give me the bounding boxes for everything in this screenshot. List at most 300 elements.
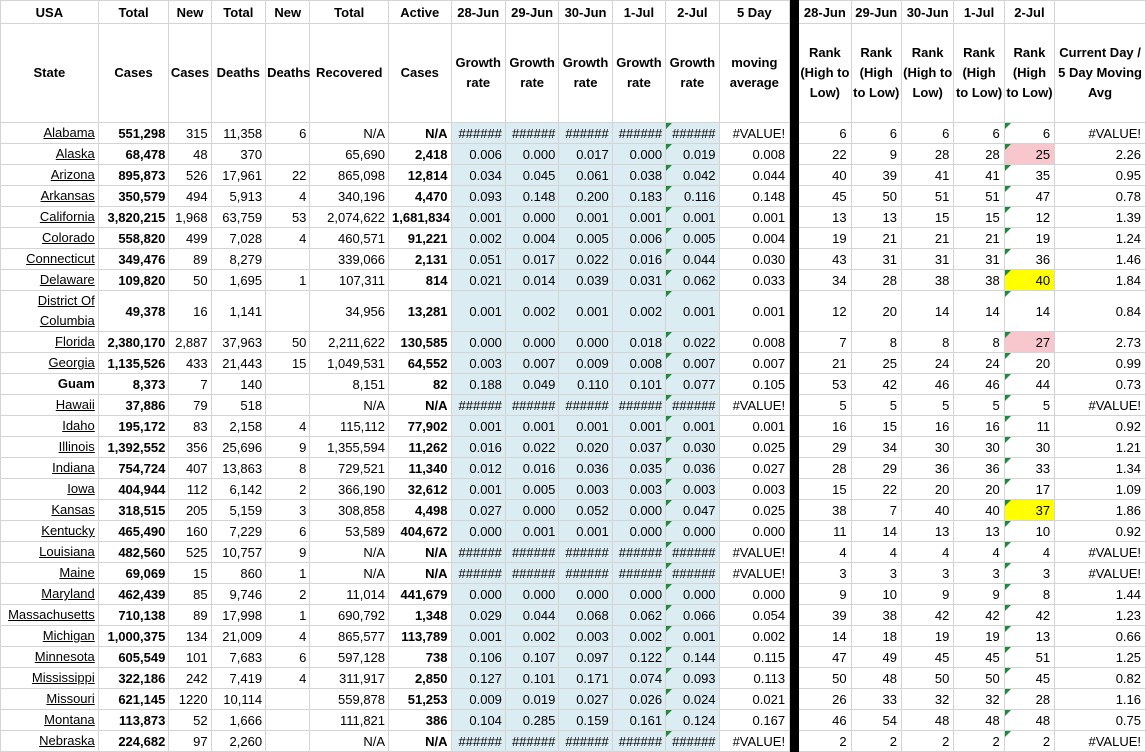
- cell-rank-28jun[interactable]: 7: [799, 332, 851, 353]
- cell-new-cases[interactable]: 15: [169, 563, 211, 584]
- cell-rank-1jul[interactable]: 48: [954, 710, 1004, 731]
- cell-rank-2jul[interactable]: 48: [1004, 710, 1054, 731]
- cell-rank-29jun[interactable]: 34: [851, 437, 901, 458]
- cell-rank-30jun[interactable]: 5: [901, 395, 953, 416]
- cell-growth-1jul[interactable]: 0.003: [612, 479, 665, 500]
- cell-current-vs-avg[interactable]: 1.23: [1055, 605, 1146, 626]
- cell-growth-30jun[interactable]: 0.061: [559, 165, 612, 186]
- cell-growth-28jun[interactable]: 0.001: [451, 626, 505, 647]
- cell-rank-29jun[interactable]: 2: [851, 731, 901, 752]
- state-link[interactable]: Arizona: [1, 165, 99, 186]
- cell-rank-29jun[interactable]: 42: [851, 374, 901, 395]
- cell-rank-2jul[interactable]: 19: [1004, 228, 1054, 249]
- cell-growth-30jun[interactable]: ######: [559, 123, 612, 144]
- cell-growth-28jun[interactable]: 0.001: [451, 479, 505, 500]
- cell-new-deaths[interactable]: 1: [266, 605, 310, 626]
- cell-growth-29jun[interactable]: 0.000: [505, 584, 558, 605]
- cell-growth-2jul[interactable]: ######: [666, 395, 719, 416]
- cell-new-deaths[interactable]: 4: [266, 416, 310, 437]
- cell-rank-2jul[interactable]: 51: [1004, 647, 1054, 668]
- cell-growth-30jun[interactable]: 0.022: [559, 249, 612, 270]
- cell-current-vs-avg[interactable]: 0.75: [1055, 710, 1146, 731]
- cell-growth-28jun[interactable]: ######: [451, 395, 505, 416]
- cell-rank-28jun[interactable]: 9: [799, 584, 851, 605]
- cell-current-vs-avg[interactable]: #VALUE!: [1055, 395, 1146, 416]
- cell-moving-average[interactable]: 0.001: [719, 416, 790, 437]
- state-link[interactable]: Nebraska: [1, 731, 99, 752]
- cell-growth-30jun[interactable]: 0.001: [559, 416, 612, 437]
- cell-rank-2jul[interactable]: 4: [1004, 542, 1054, 563]
- cell-rank-2jul[interactable]: 3: [1004, 563, 1054, 584]
- cell-growth-1jul[interactable]: 0.001: [612, 207, 665, 228]
- cell-total-recovered[interactable]: 460,571: [310, 228, 389, 249]
- cell-total-recovered[interactable]: 34,956: [310, 291, 389, 332]
- state-link[interactable]: Missouri: [1, 689, 99, 710]
- cell-new-cases[interactable]: 160: [169, 521, 211, 542]
- cell-new-deaths[interactable]: [266, 689, 310, 710]
- header-growth-2jul[interactable]: 2-Jul: [666, 1, 719, 24]
- cell-growth-1jul[interactable]: ######: [612, 123, 665, 144]
- cell-rank-30jun[interactable]: 19: [901, 626, 953, 647]
- cell-rank-2jul[interactable]: 30: [1004, 437, 1054, 458]
- cell-rank-1jul[interactable]: 4: [954, 542, 1004, 563]
- cell-growth-30jun[interactable]: 0.097: [559, 647, 612, 668]
- cell-rank-2jul[interactable]: 40: [1004, 270, 1054, 291]
- cell-growth-1jul[interactable]: 0.062: [612, 605, 665, 626]
- cell-growth-30jun[interactable]: 0.003: [559, 626, 612, 647]
- cell-total-cases[interactable]: 3,820,215: [98, 207, 169, 228]
- state-link[interactable]: Hawaii: [1, 395, 99, 416]
- cell-current-vs-avg[interactable]: #VALUE!: [1055, 542, 1146, 563]
- cell-growth-29jun[interactable]: 0.000: [505, 207, 558, 228]
- cell-total-recovered[interactable]: N/A: [310, 731, 389, 752]
- cell-rank-1jul[interactable]: 20: [954, 479, 1004, 500]
- cell-active-cases[interactable]: N/A: [389, 123, 451, 144]
- cell-current-vs-avg[interactable]: 0.73: [1055, 374, 1146, 395]
- cell-new-cases[interactable]: 433: [169, 353, 211, 374]
- cell-growth-28jun[interactable]: 0.106: [451, 647, 505, 668]
- state-link[interactable]: Mississippi: [1, 668, 99, 689]
- cell-total-cases[interactable]: 224,682: [98, 731, 169, 752]
- cell-rank-30jun[interactable]: 42: [901, 605, 953, 626]
- cell-new-deaths[interactable]: 8: [266, 458, 310, 479]
- cell-rank-29jun[interactable]: 14: [851, 521, 901, 542]
- cell-current-vs-avg[interactable]: 1.84: [1055, 270, 1146, 291]
- cell-total-deaths[interactable]: 21,009: [211, 626, 265, 647]
- header-active-cases[interactable]: Cases: [389, 24, 451, 123]
- cell-growth-30jun[interactable]: ######: [559, 542, 612, 563]
- cell-rank-29jun[interactable]: 13: [851, 207, 901, 228]
- cell-total-cases[interactable]: 558,820: [98, 228, 169, 249]
- cell-total-recovered[interactable]: 11,014: [310, 584, 389, 605]
- cell-total-recovered[interactable]: 53,589: [310, 521, 389, 542]
- cell-growth-1jul[interactable]: 0.000: [612, 521, 665, 542]
- header-total-recovered[interactable]: Recovered: [310, 24, 389, 123]
- cell-growth-28jun[interactable]: 0.001: [451, 207, 505, 228]
- cell-total-recovered[interactable]: 2,074,622: [310, 207, 389, 228]
- cell-new-cases[interactable]: 101: [169, 647, 211, 668]
- cell-total-cases[interactable]: 710,138: [98, 605, 169, 626]
- cell-growth-1jul[interactable]: 0.006: [612, 228, 665, 249]
- cell-rank-29jun[interactable]: 38: [851, 605, 901, 626]
- cell-rank-2jul[interactable]: 27: [1004, 332, 1054, 353]
- cell-moving-average[interactable]: 0.025: [719, 437, 790, 458]
- cell-active-cases[interactable]: 51,253: [389, 689, 451, 710]
- cell-rank-28jun[interactable]: 50: [799, 668, 851, 689]
- cell-new-deaths[interactable]: 4: [266, 186, 310, 207]
- cell-rank-28jun[interactable]: 46: [799, 710, 851, 731]
- cell-total-recovered[interactable]: 597,128: [310, 647, 389, 668]
- cell-moving-average[interactable]: 0.030: [719, 249, 790, 270]
- cell-rank-29jun[interactable]: 8: [851, 332, 901, 353]
- cell-growth-29jun[interactable]: ######: [505, 731, 558, 752]
- cell-rank-1jul[interactable]: 50: [954, 668, 1004, 689]
- cell-new-cases[interactable]: 315: [169, 123, 211, 144]
- cell-moving-average[interactable]: 0.054: [719, 605, 790, 626]
- cell-rank-2jul[interactable]: 47: [1004, 186, 1054, 207]
- header-current-vs-avg[interactable]: [1055, 1, 1146, 24]
- cell-current-vs-avg[interactable]: 1.34: [1055, 458, 1146, 479]
- cell-growth-28jun[interactable]: ######: [451, 123, 505, 144]
- cell-rank-30jun[interactable]: 50: [901, 668, 953, 689]
- cell-rank-1jul[interactable]: 3: [954, 563, 1004, 584]
- cell-rank-2jul[interactable]: 10: [1004, 521, 1054, 542]
- cell-rank-1jul[interactable]: 24: [954, 353, 1004, 374]
- cell-total-recovered[interactable]: 107,311: [310, 270, 389, 291]
- cell-active-cases[interactable]: 386: [389, 710, 451, 731]
- cell-moving-average[interactable]: 0.033: [719, 270, 790, 291]
- cell-growth-1jul[interactable]: ######: [612, 395, 665, 416]
- state-link[interactable]: Georgia: [1, 353, 99, 374]
- cell-moving-average[interactable]: 0.113: [719, 668, 790, 689]
- cell-growth-29jun[interactable]: 0.001: [505, 521, 558, 542]
- state-link[interactable]: Connecticut: [1, 249, 99, 270]
- cell-rank-29jun[interactable]: 6: [851, 123, 901, 144]
- cell-current-vs-avg[interactable]: #VALUE!: [1055, 563, 1146, 584]
- cell-current-vs-avg[interactable]: #VALUE!: [1055, 123, 1146, 144]
- cell-current-vs-avg[interactable]: 0.66: [1055, 626, 1146, 647]
- cell-rank-2jul[interactable]: 5: [1004, 395, 1054, 416]
- header-total-recovered[interactable]: Total: [310, 1, 389, 24]
- cell-rank-29jun[interactable]: 28: [851, 270, 901, 291]
- cell-active-cases[interactable]: 13,281: [389, 291, 451, 332]
- header-rank-2jul[interactable]: Rank (High to Low): [1004, 24, 1054, 123]
- cell-current-vs-avg[interactable]: 2.26: [1055, 144, 1146, 165]
- cell-current-vs-avg[interactable]: 1.46: [1055, 249, 1146, 270]
- cell-rank-2jul[interactable]: 33: [1004, 458, 1054, 479]
- cell-new-cases[interactable]: 16: [169, 291, 211, 332]
- cell-growth-2jul[interactable]: 0.036: [666, 458, 719, 479]
- header-rank-30jun[interactable]: Rank (High to Low): [901, 24, 953, 123]
- header-rank-29jun[interactable]: Rank (High to Low): [851, 24, 901, 123]
- header-growth-1jul[interactable]: Growth rate: [612, 24, 665, 123]
- header-growth-2jul[interactable]: Growth rate: [666, 24, 719, 123]
- cell-rank-30jun[interactable]: 13: [901, 521, 953, 542]
- header-growth-29jun[interactable]: 29-Jun: [505, 1, 558, 24]
- cell-total-recovered[interactable]: 65,690: [310, 144, 389, 165]
- cell-new-cases[interactable]: 1,968: [169, 207, 211, 228]
- cell-new-deaths[interactable]: 6: [266, 521, 310, 542]
- cell-rank-30jun[interactable]: 6: [901, 123, 953, 144]
- cell-rank-30jun[interactable]: 21: [901, 228, 953, 249]
- header-total-deaths[interactable]: Deaths: [211, 24, 265, 123]
- cell-rank-29jun[interactable]: 22: [851, 479, 901, 500]
- cell-total-deaths[interactable]: 140: [211, 374, 265, 395]
- cell-active-cases[interactable]: 11,262: [389, 437, 451, 458]
- cell-moving-average[interactable]: 0.025: [719, 500, 790, 521]
- cell-total-cases[interactable]: 69,069: [98, 563, 169, 584]
- header-growth-1jul[interactable]: 1-Jul: [612, 1, 665, 24]
- cell-total-recovered[interactable]: 311,917: [310, 668, 389, 689]
- cell-rank-30jun[interactable]: 30: [901, 437, 953, 458]
- cell-new-cases[interactable]: 525: [169, 542, 211, 563]
- cell-growth-30jun[interactable]: 0.110: [559, 374, 612, 395]
- cell-rank-30jun[interactable]: 16: [901, 416, 953, 437]
- cell-active-cases[interactable]: N/A: [389, 563, 451, 584]
- cell-growth-2jul[interactable]: 0.124: [666, 710, 719, 731]
- cell-growth-2jul[interactable]: 0.144: [666, 647, 719, 668]
- cell-growth-28jun[interactable]: 0.127: [451, 668, 505, 689]
- cell-new-deaths[interactable]: [266, 710, 310, 731]
- cell-growth-2jul[interactable]: 0.066: [666, 605, 719, 626]
- cell-growth-1jul[interactable]: 0.000: [612, 500, 665, 521]
- cell-rank-29jun[interactable]: 10: [851, 584, 901, 605]
- cell-new-cases[interactable]: 499: [169, 228, 211, 249]
- cell-new-deaths[interactable]: 6: [266, 647, 310, 668]
- cell-total-deaths[interactable]: 17,961: [211, 165, 265, 186]
- cell-total-recovered[interactable]: 559,878: [310, 689, 389, 710]
- cell-growth-30jun[interactable]: 0.200: [559, 186, 612, 207]
- cell-rank-28jun[interactable]: 21: [799, 353, 851, 374]
- cell-growth-2jul[interactable]: 0.001: [666, 291, 719, 332]
- cell-growth-1jul[interactable]: 0.035: [612, 458, 665, 479]
- cell-rank-1jul[interactable]: 42: [954, 605, 1004, 626]
- cell-rank-1jul[interactable]: 32: [954, 689, 1004, 710]
- cell-rank-28jun[interactable]: 12: [799, 291, 851, 332]
- cell-current-vs-avg[interactable]: 1.21: [1055, 437, 1146, 458]
- cell-rank-30jun[interactable]: 45: [901, 647, 953, 668]
- state-link[interactable]: Michigan: [1, 626, 99, 647]
- cell-growth-28jun[interactable]: 0.000: [451, 521, 505, 542]
- cell-rank-28jun[interactable]: 45: [799, 186, 851, 207]
- header-rank-29jun[interactable]: 29-Jun: [851, 1, 901, 24]
- state-link[interactable]: Montana: [1, 710, 99, 731]
- cell-rank-28jun[interactable]: 5: [799, 395, 851, 416]
- cell-total-deaths[interactable]: 7,419: [211, 668, 265, 689]
- cell-rank-2jul[interactable]: 45: [1004, 668, 1054, 689]
- cell-rank-1jul[interactable]: 21: [954, 228, 1004, 249]
- cell-growth-29jun[interactable]: 0.049: [505, 374, 558, 395]
- cell-new-cases[interactable]: 494: [169, 186, 211, 207]
- cell-new-cases[interactable]: 48: [169, 144, 211, 165]
- cell-growth-30jun[interactable]: 0.068: [559, 605, 612, 626]
- cell-rank-2jul[interactable]: 8: [1004, 584, 1054, 605]
- cell-rank-28jun[interactable]: 2: [799, 731, 851, 752]
- cell-rank-30jun[interactable]: 2: [901, 731, 953, 752]
- cell-rank-30jun[interactable]: 32: [901, 689, 953, 710]
- cell-growth-28jun[interactable]: 0.001: [451, 416, 505, 437]
- cell-rank-28jun[interactable]: 29: [799, 437, 851, 458]
- cell-total-cases[interactable]: 109,820: [98, 270, 169, 291]
- cell-growth-30jun[interactable]: 0.171: [559, 668, 612, 689]
- cell-rank-30jun[interactable]: 36: [901, 458, 953, 479]
- cell-growth-1jul[interactable]: 0.018: [612, 332, 665, 353]
- cell-rank-1jul[interactable]: 38: [954, 270, 1004, 291]
- header-growth-28jun[interactable]: Growth rate: [451, 24, 505, 123]
- cell-total-deaths[interactable]: 13,863: [211, 458, 265, 479]
- cell-total-recovered[interactable]: N/A: [310, 123, 389, 144]
- cell-growth-28jun[interactable]: 0.009: [451, 689, 505, 710]
- cell-growth-28jun[interactable]: ######: [451, 542, 505, 563]
- cell-moving-average[interactable]: 0.167: [719, 710, 790, 731]
- cell-total-deaths[interactable]: 6,142: [211, 479, 265, 500]
- cell-moving-average[interactable]: #VALUE!: [719, 395, 790, 416]
- cell-rank-28jun[interactable]: 38: [799, 500, 851, 521]
- cell-growth-28jun[interactable]: 0.029: [451, 605, 505, 626]
- cell-growth-2jul[interactable]: ######: [666, 123, 719, 144]
- cell-total-recovered[interactable]: 115,112: [310, 416, 389, 437]
- cell-total-cases[interactable]: 621,145: [98, 689, 169, 710]
- cell-rank-1jul[interactable]: 28: [954, 144, 1004, 165]
- cell-growth-2jul[interactable]: 0.116: [666, 186, 719, 207]
- cell-moving-average[interactable]: #VALUE!: [719, 542, 790, 563]
- cell-total-recovered[interactable]: 111,821: [310, 710, 389, 731]
- cell-growth-2jul[interactable]: 0.019: [666, 144, 719, 165]
- cell-total-cases[interactable]: 113,873: [98, 710, 169, 731]
- state-link[interactable]: Maine: [1, 563, 99, 584]
- cell-rank-29jun[interactable]: 9: [851, 144, 901, 165]
- cell-total-recovered[interactable]: 2,211,622: [310, 332, 389, 353]
- cell-growth-2jul[interactable]: 0.030: [666, 437, 719, 458]
- cell-rank-28jun[interactable]: 13: [799, 207, 851, 228]
- cell-new-deaths[interactable]: 22: [266, 165, 310, 186]
- cell-rank-1jul[interactable]: 16: [954, 416, 1004, 437]
- cell-new-deaths[interactable]: 4: [266, 668, 310, 689]
- cell-active-cases[interactable]: 130,585: [389, 332, 451, 353]
- header-total-cases[interactable]: Cases: [98, 24, 169, 123]
- cell-new-deaths[interactable]: 50: [266, 332, 310, 353]
- cell-moving-average[interactable]: 0.105: [719, 374, 790, 395]
- cell-current-vs-avg[interactable]: 1.16: [1055, 689, 1146, 710]
- cell-current-vs-avg[interactable]: 0.92: [1055, 416, 1146, 437]
- cell-growth-29jun[interactable]: 0.001: [505, 416, 558, 437]
- cell-rank-29jun[interactable]: 50: [851, 186, 901, 207]
- header-total-cases[interactable]: Total: [98, 1, 169, 24]
- cell-growth-30jun[interactable]: 0.009: [559, 353, 612, 374]
- cell-total-cases[interactable]: 2,380,170: [98, 332, 169, 353]
- cell-current-vs-avg[interactable]: 1.24: [1055, 228, 1146, 249]
- cell-rank-29jun[interactable]: 20: [851, 291, 901, 332]
- cell-active-cases[interactable]: 77,902: [389, 416, 451, 437]
- header-growth-29jun[interactable]: Growth rate: [505, 24, 558, 123]
- cell-growth-30jun[interactable]: 0.001: [559, 521, 612, 542]
- cell-new-cases[interactable]: 356: [169, 437, 211, 458]
- cell-rank-2jul[interactable]: 37: [1004, 500, 1054, 521]
- header-state[interactable]: State: [1, 24, 99, 123]
- header-rank-30jun[interactable]: 30-Jun: [901, 1, 953, 24]
- cell-growth-28jun[interactable]: 0.021: [451, 270, 505, 291]
- cell-growth-2jul[interactable]: ######: [666, 731, 719, 752]
- cell-rank-1jul[interactable]: 36: [954, 458, 1004, 479]
- cell-growth-1jul[interactable]: 0.000: [612, 584, 665, 605]
- cell-new-deaths[interactable]: [266, 374, 310, 395]
- cell-growth-28jun[interactable]: ######: [451, 563, 505, 584]
- cell-new-deaths[interactable]: 4: [266, 228, 310, 249]
- cell-total-cases[interactable]: 462,439: [98, 584, 169, 605]
- cell-total-deaths[interactable]: 21,443: [211, 353, 265, 374]
- cell-current-vs-avg[interactable]: 0.78: [1055, 186, 1146, 207]
- cell-rank-1jul[interactable]: 30: [954, 437, 1004, 458]
- cell-total-recovered[interactable]: 865,577: [310, 626, 389, 647]
- cell-moving-average[interactable]: 0.004: [719, 228, 790, 249]
- cell-growth-29jun[interactable]: ######: [505, 542, 558, 563]
- cell-new-cases[interactable]: 89: [169, 605, 211, 626]
- cell-rank-29jun[interactable]: 7: [851, 500, 901, 521]
- cell-total-deaths[interactable]: 518: [211, 395, 265, 416]
- cell-growth-30jun[interactable]: 0.000: [559, 332, 612, 353]
- header-growth-30jun[interactable]: 30-Jun: [559, 1, 612, 24]
- cell-growth-2jul[interactable]: 0.093: [666, 668, 719, 689]
- state-link[interactable]: Maryland: [1, 584, 99, 605]
- cell-moving-average[interactable]: 0.148: [719, 186, 790, 207]
- cell-rank-2jul[interactable]: 12: [1004, 207, 1054, 228]
- cell-growth-28jun[interactable]: 0.001: [451, 291, 505, 332]
- cell-total-recovered[interactable]: 308,858: [310, 500, 389, 521]
- cell-current-vs-avg[interactable]: 1.39: [1055, 207, 1146, 228]
- cell-growth-29jun[interactable]: 0.101: [505, 668, 558, 689]
- cell-growth-2jul[interactable]: ######: [666, 542, 719, 563]
- header-rank-2jul[interactable]: 2-Jul: [1004, 1, 1054, 24]
- cell-rank-2jul[interactable]: 42: [1004, 605, 1054, 626]
- cell-rank-29jun[interactable]: 54: [851, 710, 901, 731]
- cell-active-cases[interactable]: 32,612: [389, 479, 451, 500]
- cell-total-deaths[interactable]: 7,683: [211, 647, 265, 668]
- cell-new-cases[interactable]: 83: [169, 416, 211, 437]
- header-state[interactable]: USA: [1, 1, 99, 24]
- cell-rank-28jun[interactable]: 19: [799, 228, 851, 249]
- cell-total-cases[interactable]: 8,373: [98, 374, 169, 395]
- cell-rank-29jun[interactable]: 5: [851, 395, 901, 416]
- cell-growth-2jul[interactable]: 0.000: [666, 584, 719, 605]
- cell-growth-1jul[interactable]: 0.038: [612, 165, 665, 186]
- cell-total-deaths[interactable]: 10,757: [211, 542, 265, 563]
- cell-rank-2jul[interactable]: 20: [1004, 353, 1054, 374]
- cell-rank-30jun[interactable]: 31: [901, 249, 953, 270]
- header-moving-average[interactable]: moving average: [719, 24, 790, 123]
- cell-growth-2jul[interactable]: 0.003: [666, 479, 719, 500]
- cell-growth-29jun[interactable]: 0.000: [505, 144, 558, 165]
- cell-new-cases[interactable]: 112: [169, 479, 211, 500]
- cell-growth-29jun[interactable]: 0.014: [505, 270, 558, 291]
- cell-rank-28jun[interactable]: 53: [799, 374, 851, 395]
- cell-total-recovered[interactable]: N/A: [310, 542, 389, 563]
- header-rank-1jul[interactable]: 1-Jul: [954, 1, 1004, 24]
- cell-growth-28jun[interactable]: 0.000: [451, 584, 505, 605]
- cell-active-cases[interactable]: 1,681,834: [389, 207, 451, 228]
- state-link[interactable]: Arkansas: [1, 186, 99, 207]
- cell-total-recovered[interactable]: 729,521: [310, 458, 389, 479]
- cell-new-cases[interactable]: 1220: [169, 689, 211, 710]
- cell-new-deaths[interactable]: [266, 249, 310, 270]
- cell-growth-28jun[interactable]: 0.051: [451, 249, 505, 270]
- cell-growth-29jun[interactable]: 0.002: [505, 291, 558, 332]
- cell-rank-29jun[interactable]: 29: [851, 458, 901, 479]
- header-rank-1jul[interactable]: Rank (High to Low): [954, 24, 1004, 123]
- cell-rank-29jun[interactable]: 48: [851, 668, 901, 689]
- cell-moving-average[interactable]: 0.008: [719, 144, 790, 165]
- cell-current-vs-avg[interactable]: 0.84: [1055, 291, 1146, 332]
- cell-current-vs-avg[interactable]: #VALUE!: [1055, 731, 1146, 752]
